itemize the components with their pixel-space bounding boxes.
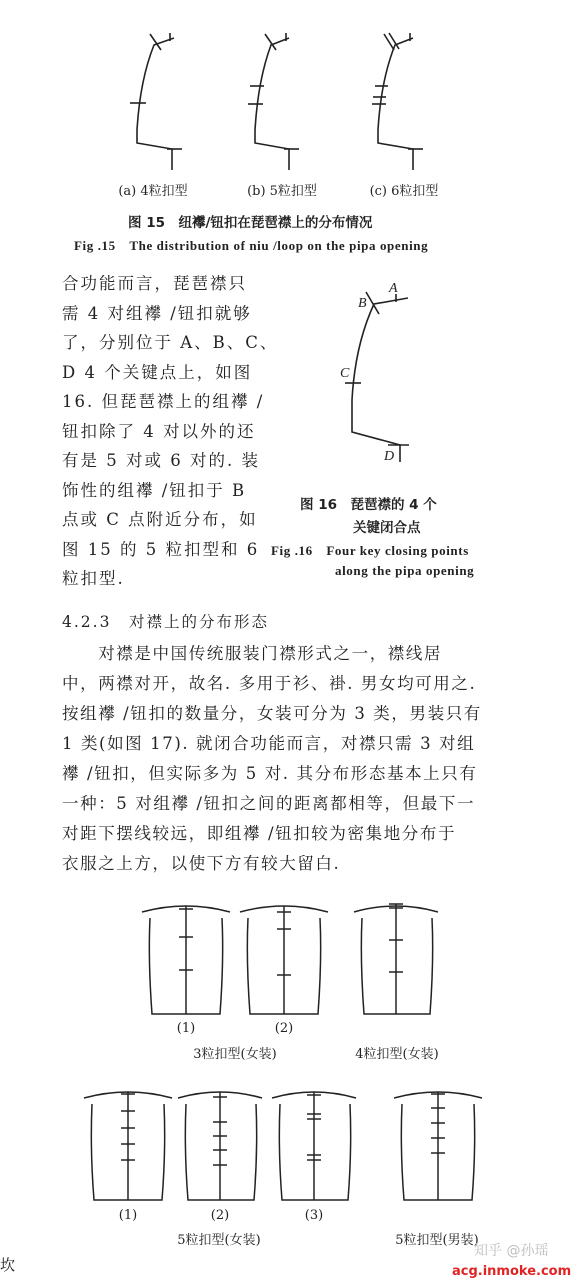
fig16-point-d: D <box>384 449 395 464</box>
paragraph-line: 襻 /钮扣，但实际多为 5 对. 其分布形态基本上只有 <box>62 764 478 783</box>
fig15-sub-a: (a) 4粒扣型 <box>118 184 188 199</box>
left-text-line: 合功能而言，琵琶襟只 <box>62 274 247 293</box>
paragraph-line: 对襟是中国传统服装门襟形式之一，襟线居 <box>62 644 443 663</box>
fig15-caption-en: Fig .15 The distribution of niu /loop on the pipa opening <box>74 238 429 253</box>
fig17-row1-caption-b: 4粒扣型(女装) <box>355 1047 439 1062</box>
fig16-caption-en-1: Fig .16 Four key closing points <box>271 543 469 558</box>
fig15-sub-c: (c) 6粒扣型 <box>369 184 439 199</box>
site-url[interactable]: acg.inmoke.com <box>452 1264 572 1279</box>
fig16-point-a: A <box>389 281 398 296</box>
paragraph-line: 中，两襟对开，故名. 多用于衫、褂. 男女均可用之. <box>62 674 477 693</box>
left-text-line: 有是 5 对或 6 对的. 装 <box>62 451 260 470</box>
left-text-line: 16. 但琵琶襟上的组襻 / <box>62 392 265 411</box>
fig16-point-b: B <box>358 296 367 311</box>
paragraph-line: 对距下摆线较远，即组襻 /钮扣较为密集地分布于 <box>62 824 457 843</box>
fig16-point-c: C <box>340 366 350 381</box>
left-text-line: 点或 C 点附近分布，如 <box>62 510 258 529</box>
left-text-line: 图 15 的 5 粒扣型和 6 <box>62 539 260 559</box>
paragraph-line: 衣服之上方，以使下方有较大留白. <box>62 854 341 873</box>
fig17-row2-caption-a: 5粒扣型(女装) <box>177 1233 261 1248</box>
left-text-line: 粒扣型. <box>62 569 125 588</box>
fig17-row1-caption-a: 3粒扣型(女装) <box>193 1047 277 1062</box>
paragraph-line: 1 类(如图 17). 就闭合功能而言，对襟只需 3 对组 <box>62 734 476 753</box>
left-text-line: D 4 个关键点上，如图 <box>62 362 253 382</box>
fig17-row2-label-1: (1) <box>118 1208 138 1223</box>
left-text-line: 了，分别位于 A、B、C、 <box>62 333 279 352</box>
paragraph-line: 按组襻 /钮扣的数量分，女装可分为 3 类，男装只有 <box>62 704 482 723</box>
left-text-line: 钮扣除了 4 对以外的还 <box>62 421 256 441</box>
fig16-caption-zh-2: 关键闭合点 <box>353 520 421 536</box>
fig17-row2-label-2: (2) <box>210 1208 230 1223</box>
watermark: 知乎 @孙瑶 <box>474 1243 549 1259</box>
left-text-line: 需 4 对组襻 /钮扣就够 <box>62 303 252 323</box>
fig17-row2-caption-b: 5粒扣型(男装) <box>395 1233 479 1248</box>
fig17-row2-label-3: (3) <box>304 1208 324 1223</box>
left-edge-char: 坎 <box>0 1256 16 1274</box>
fig16-caption-zh-1: 图 16 琵琶襟的 4 个 <box>300 497 437 513</box>
fig17-row1-label-2: (2) <box>274 1021 294 1036</box>
fig16-caption-en-2: along the pipa opening <box>335 563 475 578</box>
section-heading: 4.2.3 对襟上的分布形态 <box>62 613 269 631</box>
fig15-sub-b: (b) 5粒扣型 <box>247 184 317 199</box>
fig17-row1-label-1: (1) <box>176 1021 196 1036</box>
left-text-line: 饰性的组襻 /钮扣于 B <box>62 480 247 500</box>
fig15-caption-zh: 图 15 纽襻/钮扣在琵琶襟上的分布情况 <box>128 215 373 231</box>
paragraph-line: 一种：5 对组襻 /钮扣之间的距离都相等，但最下一 <box>62 794 476 813</box>
